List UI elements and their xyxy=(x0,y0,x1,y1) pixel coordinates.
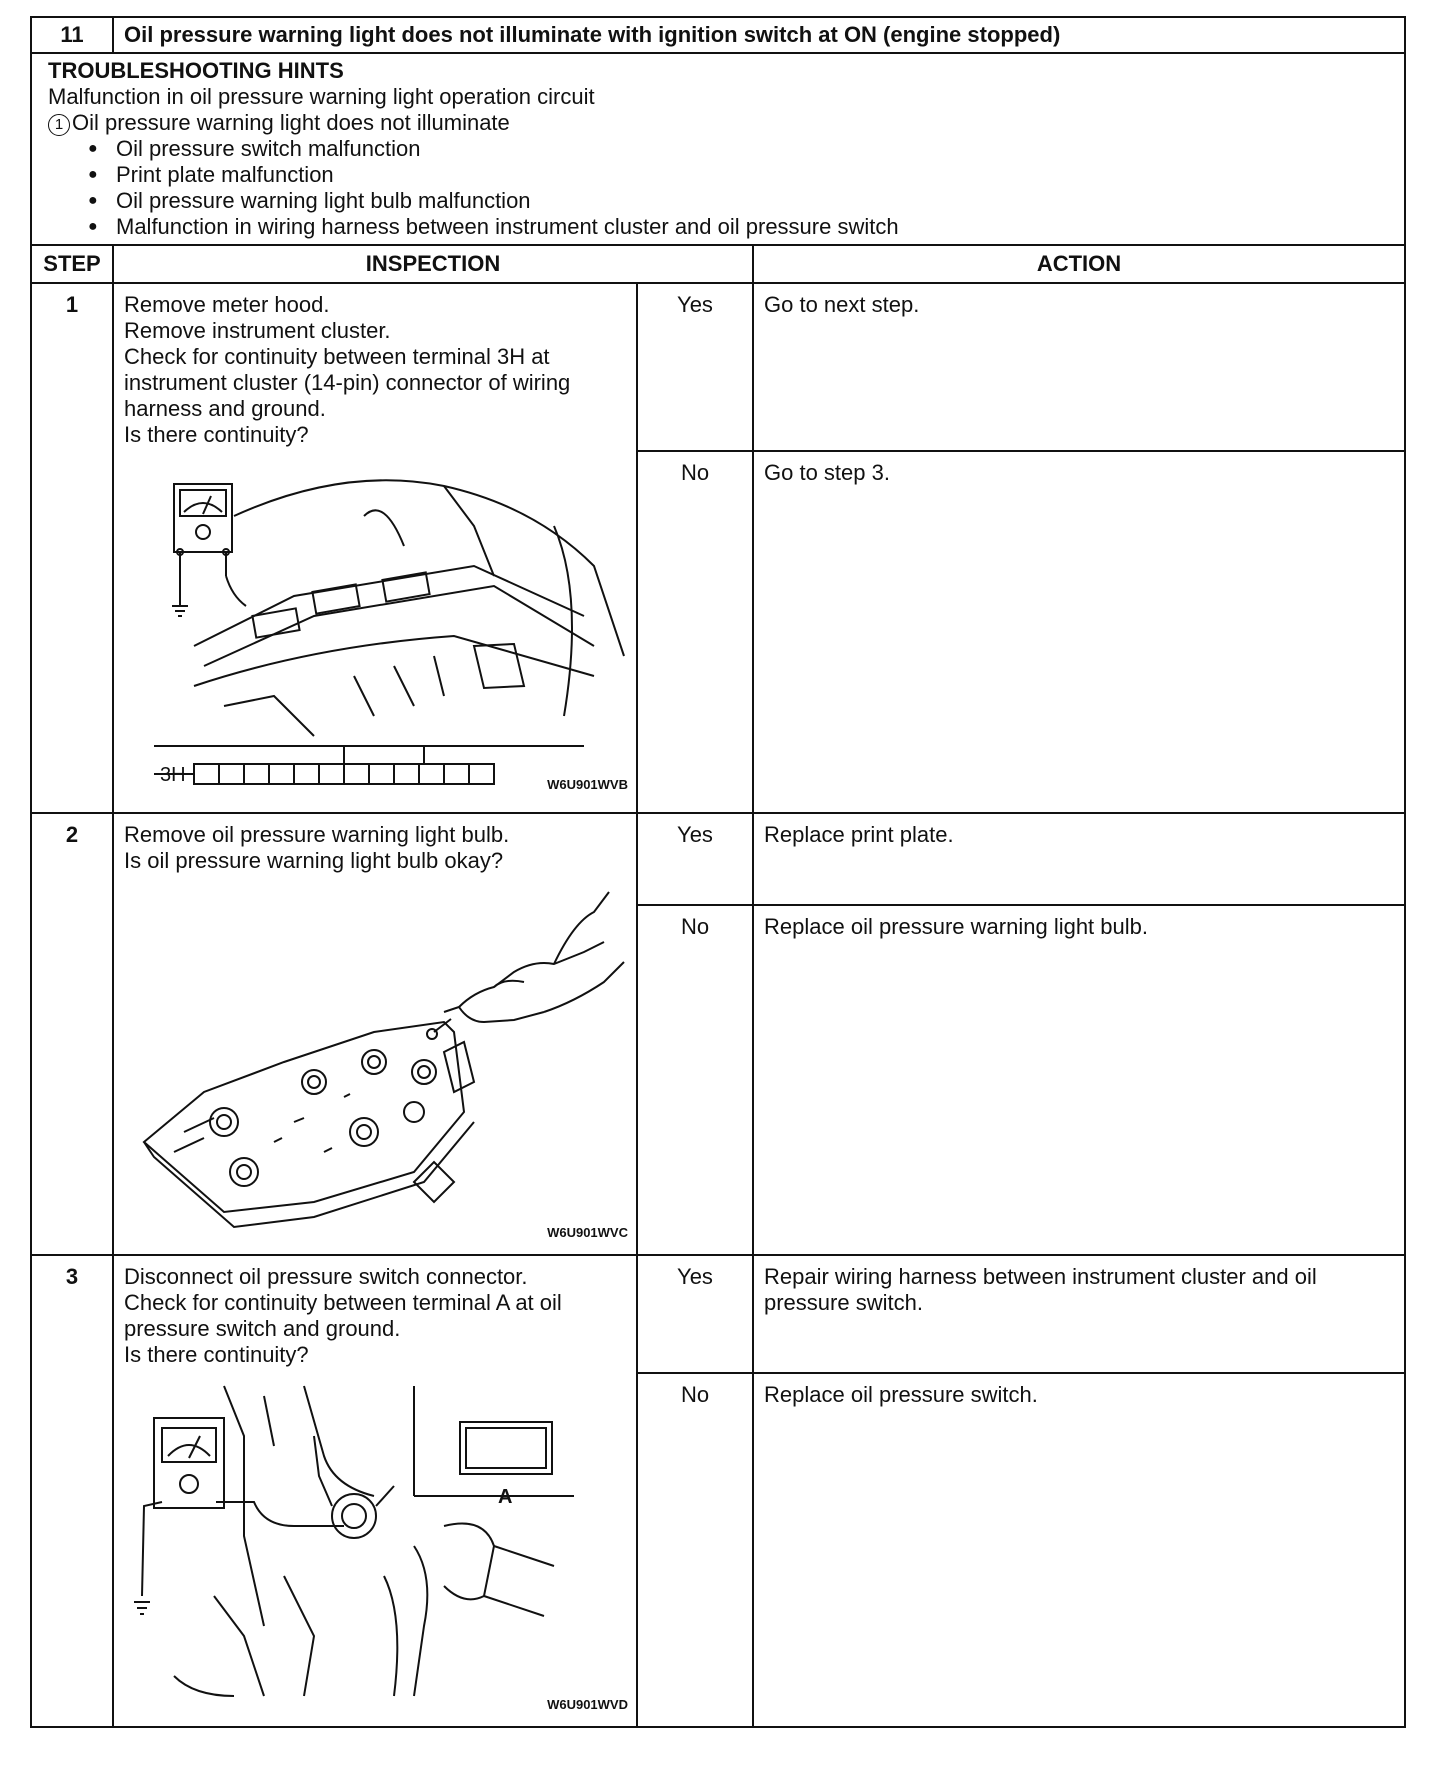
hint-bullet: ● Oil pressure switch malfunction xyxy=(88,136,1388,162)
hints-line-2 xyxy=(48,110,1388,136)
step-inspection-cell xyxy=(113,283,637,813)
step-number: 2 xyxy=(31,813,113,1255)
hint-bullet: ● Malfunction in wiring harness between instrument cluster and oil pressure switch xyxy=(88,214,1388,240)
no-action: Replace oil pressure switch. xyxy=(753,1373,1405,1727)
step-inspection-text: Disconnect oil pressure switch connector. Check for continuity between terminal A at oil pressure switch and ground. Is there continuity? xyxy=(124,1264,562,1367)
yes-label: Yes xyxy=(637,283,753,451)
troubleshooting-page xyxy=(30,16,1404,1730)
troubleshooting-table xyxy=(30,16,1406,1728)
step-inspection-text: Remove meter hood. Remove instrument cluster. Check for continuity between terminal 3H at instrument cluster (14-pin) connector of wiring harness and ground. Is there continuity? xyxy=(124,292,571,447)
no-label: No xyxy=(637,451,753,813)
circled-number-icon: 1 xyxy=(48,114,70,136)
step-1-figure xyxy=(114,456,636,796)
multimeter-dashboard-illustration xyxy=(114,456,634,796)
yes-action: Go to next step. xyxy=(753,283,1405,451)
yes-label: Yes xyxy=(637,1255,753,1373)
step-3-figure xyxy=(114,1376,636,1716)
no-label: No xyxy=(637,1373,753,1727)
step-inspection-text: Remove oil pressure warning light bulb. Is oil pressure warning light bulb okay? xyxy=(124,822,510,873)
step-number: 3 xyxy=(31,1255,113,1727)
figure-code: W6U901WVD xyxy=(547,1697,628,1712)
terminal-label-a: A xyxy=(498,1486,513,1508)
step-inspection-cell xyxy=(113,813,637,1255)
yes-action: Repair wiring harness between instrument cluster and oil pressure switch. xyxy=(753,1255,1405,1373)
figure-code: W6U901WVC xyxy=(547,1225,628,1240)
hints-bullet-list xyxy=(48,136,1388,240)
oil-pressure-switch-illustration xyxy=(114,1376,634,1716)
column-header-inspection: INSPECTION xyxy=(113,245,753,283)
hints-line-2-text: Oil pressure warning light does not illuminate xyxy=(72,110,510,135)
procedure-number: 11 xyxy=(31,17,113,53)
yes-action: Replace print plate. xyxy=(753,813,1405,905)
hint-bullet: ● Oil pressure warning light bulb malfunction xyxy=(88,188,1388,214)
column-header-step: STEP xyxy=(31,245,113,283)
troubleshooting-hints xyxy=(31,53,1405,245)
hint-bullet: ● Print plate malfunction xyxy=(88,162,1388,188)
hints-heading: TROUBLESHOOTING HINTS xyxy=(48,58,344,83)
column-header-action: ACTION xyxy=(753,245,1405,283)
step-inspection-cell xyxy=(113,1255,637,1727)
step-2-figure xyxy=(114,882,636,1244)
instrument-cluster-bulb-illustration xyxy=(114,882,634,1244)
no-label: No xyxy=(637,905,753,1255)
terminal-label-3h: 3H xyxy=(160,764,186,786)
figure-code: W6U901WVB xyxy=(547,777,628,792)
step-number: 1 xyxy=(31,283,113,813)
no-action: Go to step 3. xyxy=(753,451,1405,813)
hints-line-1: Malfunction in oil pressure warning light operation circuit xyxy=(48,84,595,109)
yes-label: Yes xyxy=(637,813,753,905)
procedure-title: Oil pressure warning light does not illuminate with ignition switch at ON (engine stopped) xyxy=(113,17,1405,53)
no-action: Replace oil pressure warning light bulb. xyxy=(753,905,1405,1255)
